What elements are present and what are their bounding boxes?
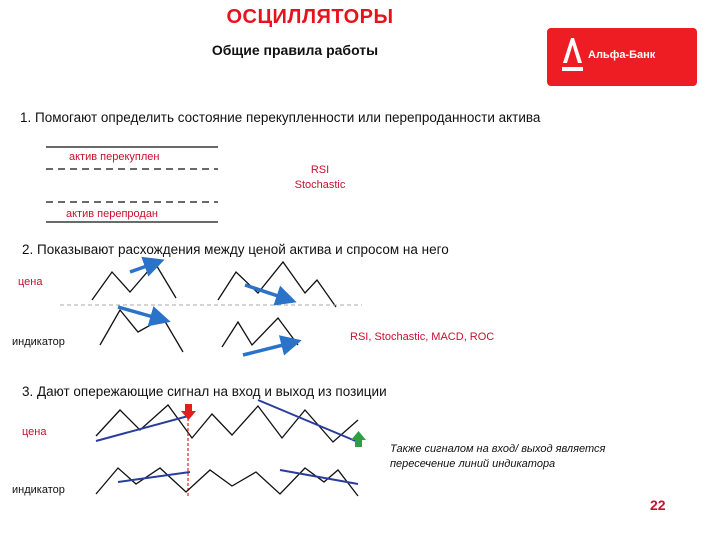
signal-price-zigzag [96,405,358,442]
signal-indicator-zigzag [96,468,358,496]
overbought-label: актив перекуплен [69,151,160,163]
oscillator-list-2: RSI, Stochastic, MACD, ROC [350,331,495,343]
price-zigzag-1 [92,263,176,300]
slide-subtitle: Общие правила работы [211,42,379,58]
price-trend-arrow-down [245,285,290,300]
slide-title: ОСЦИЛЛЯТОРЫ [226,6,394,28]
rule-2-text: 2. Показывают расхождения между ценой актива и спросом на него [22,242,449,257]
indicator-label-3: индикатор [12,484,65,496]
indicator-trend-arrow-down [118,307,164,320]
price-label-2: цена [18,276,43,288]
logo-name: Альфа-Банк [588,49,656,61]
price-label-3: цена [22,426,47,438]
signal-note-line-2: пересечение линий индикатора [390,458,556,470]
indicator-zigzag-1 [100,310,183,352]
rule-1-text: 1. Помогают определить состояние перекупленности или перепроданности актива [20,110,541,125]
oscillator-stochastic: Stochastic [294,179,346,191]
indicator-label-2: индикатор [12,336,65,348]
price-zigzag-2 [218,262,336,307]
oversold-label: актив перепродан [66,208,159,220]
oscillator-rsi: RSI [310,164,330,176]
page-number: 22 [650,497,666,513]
price-trend-arrow-up [130,262,158,272]
up-arrow-icon [351,431,366,447]
signal-note-line-1: Также сигналом на вход/ выход является [390,443,606,455]
price-resistance-line [258,400,358,442]
rule-3-text: 3. Дают опережающие сигнал на вход и выход из позиции [22,384,387,399]
price-support-line [96,415,192,441]
